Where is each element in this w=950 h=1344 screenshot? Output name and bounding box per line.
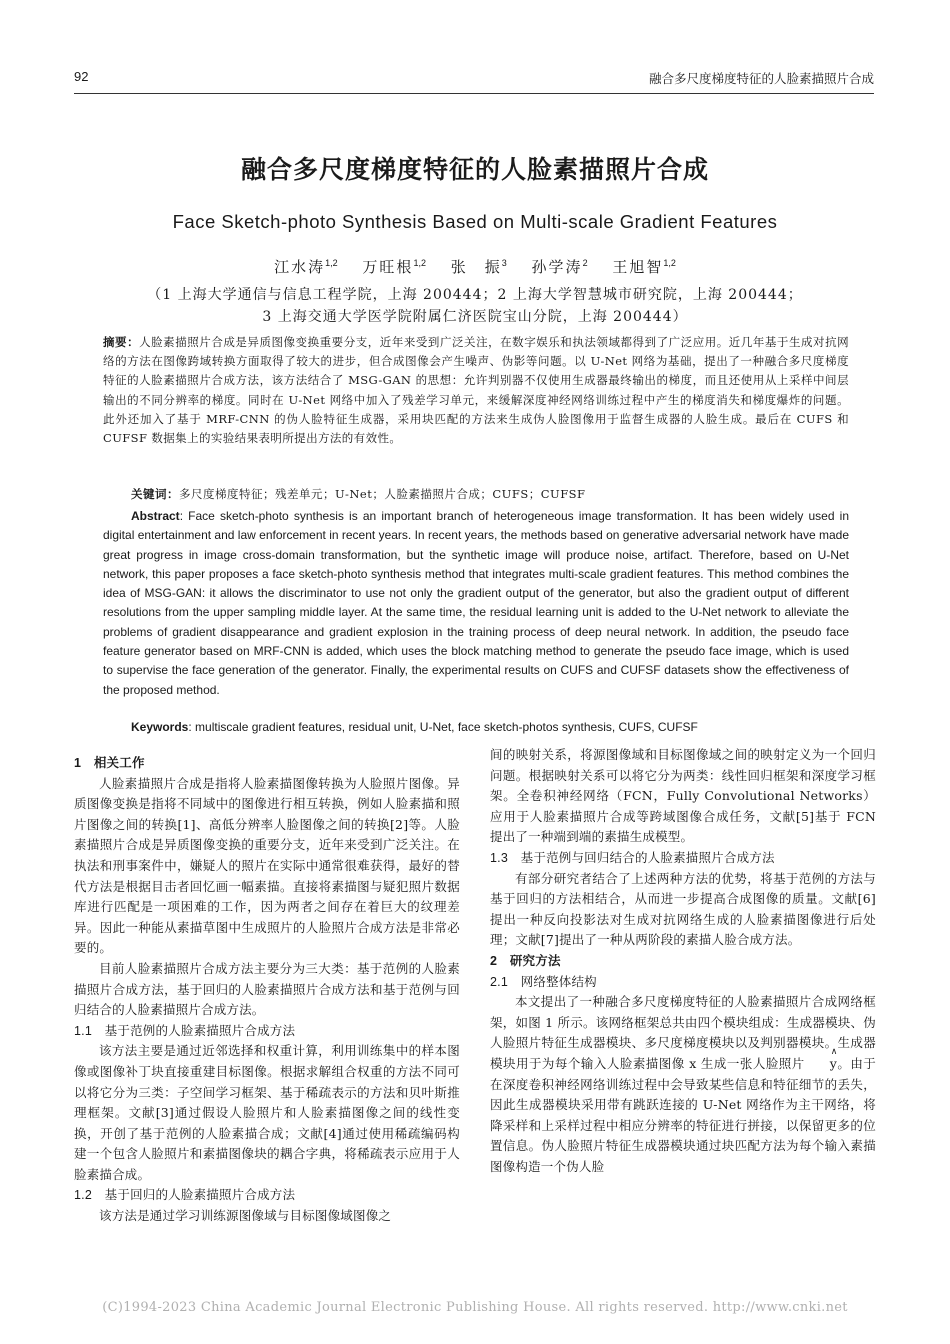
paper-title-zh: 融合多尺度梯度特征的人脸素描照片合成 xyxy=(240,155,709,184)
keywords-zh-label: 关键词： xyxy=(131,487,179,501)
section-heading: 2 研究方法 xyxy=(490,953,561,968)
keywords-zh-text: 多尺度梯度特征；残差单元；U-Net；人脸素描照片合成；CUFS；CUFSF xyxy=(179,487,586,501)
affiliation-line-1: （1 上海大学通信与信息工程学院，上海 200444；2 上海大学智慧城市研究院，上海 200444； xyxy=(147,287,803,303)
abstract-zh-label: 摘要： xyxy=(103,335,140,349)
paragraph: 该方法主要是通过近邻选择和权重计算，利用训练集中的样本图像或图像补丁块直接重建目标图像。根据求解组合权重的方法不同可以将它分为三类：子空间学习框架、基于稀疏表示的方法和贝叶斯推理框架。文献[3]通过假设人脸照片和人脸素描图像之间的线性变换，开创了基于范例的人脸素描合成；文献[4]通过使用稀疏编码构建一个包含人脸照片和素描图像块的耦合字典，将稀疏表示应用于人脸素描合成。 xyxy=(74,1043,460,1182)
author-list xyxy=(0,256,950,277)
author: 万旺根$^{1,2}$ xyxy=(362,258,426,276)
header-rule xyxy=(74,93,874,94)
copyright-footer: (C)1994-2023 China Academic Journal Electronic Publishing House. All rights reserved. http://www.cnki.net xyxy=(102,1300,848,1315)
author: 张 振$^3$ xyxy=(450,258,507,276)
keywords-en-text: : multiscale gradient features, residual unit, U-Net, face sketch-photos synthesis, CUFS, CUFSF xyxy=(188,720,698,734)
subsection-heading: 1.2 基于回归的人脸素描照片合成方法 xyxy=(74,1188,296,1203)
subsection-heading: 1.3 基于范例与回归结合的人脸素描照片合成方法 xyxy=(490,850,775,865)
author: 孙学涛$^2$ xyxy=(531,258,588,276)
paragraph: 间的映射关系，将源图像域和目标图像域之间的映射定义为一个回归问题。根据映射关系可以将它分为两类：线性回归框架和深度学习框架。全卷积神经网络（FCN，Fully Convolutional Networks）应用于人脸素描照片合成等跨域图像合成任务，文献[5]基于 FCN 提出了一种端到端的素描生成模型。 xyxy=(490,747,876,845)
page-number: 92 xyxy=(74,69,89,84)
body-column-left xyxy=(74,753,460,1227)
body-column-right xyxy=(490,745,876,1177)
paragraph: 本文提出了一种融合多尺度梯度特征的人脸素描照片合成网络框架，如图 1 所示。该网络框架总共由四个模块组成：生成器模块、伪人脸照片特征生成器模块、多尺度梯度模块以及判别器模块。生成器模块用于为每个输入人脸素描图像 x 生成一张人脸照片∧ y。由于在深度卷积神经网络训练过程中会导致某些信息和特征细节的丢失，因此生成器模块采用带有跳跃连接的 U-Net 网络作为主干网络，将降采样和上采样过程中相应分辨率的特征进行拼接，以保留更多的位置信息。伪人脸照片特征生成器模块通过块匹配方法为每个输入素描图像构造一个伪人脸 xyxy=(490,992,876,1177)
author: 王旭智$^{1,2}$ xyxy=(612,258,676,276)
keywords-zh xyxy=(131,486,586,502)
abstract-en-label: Abstract xyxy=(131,509,180,523)
section-heading: 1 相关工作 xyxy=(74,756,145,770)
author: 江水涛$^{1,2}$ xyxy=(274,258,338,276)
keywords-en xyxy=(131,720,698,734)
y-hat-symbol: ∧ y xyxy=(805,1054,837,1075)
paragraph: 人脸素描照片合成是指将人脸素描图像转换为人脸照片图像。异质图像变换是指将不同域中的图像进行相互转换，例如人脸素描和照片图像之间的转换[1]、高低分辨率人脸图像之间的转换[2]等。人脸素描照片合成是异质图像变换的重要分支，近年来受到广泛关注。在执法和刑事案件中，嫌疑人的照片在实际中通常很难获得，最好的替代方法是根据目击者回忆画一幅素描。直接将素描图与疑犯照片数据库进行匹配是一项困难的工作，因为两者之间存在着巨大的纹理差异。因此一种能从素描草图中生成照片的人脸照片合成方法是非常必要的。 xyxy=(74,775,460,956)
abstract-zh-text: 人脸素描照片合成是异质图像变换重要分支，近年来受到广泛关注，在数字娱乐和执法领域都得到了广泛应用。近几年基于生成对抗网络的方法在图像跨域转换方面取得了较大的进步，但合成图像会产生噪声、伪影等问题。以 U-Net 网络为基础，提出了一种融合多尺度梯度特征的人脸素描照片合成方法，该方法结合了 MSG-GAN 的思想：允许判别器不仅使用生成器最终输出的梯度，而且还使用从上采样中间层输出的不同分辨率的梯度。同时在 U-Net 网络中加入了残差学习单元，来缓解深度神经网络训练过程中产生的梯度消失和梯度爆炸的问题。此外还加入了基于 MRF-CNN 的伪人脸特征生成器，采用块匹配的方法来生成伪人脸图像用于监督生成器的人脸生成。最后在 CUFS 和 CUFSF 数据集上的实验结果表明所提出方法的有效性。 xyxy=(103,335,850,446)
subsection-heading: 1.1 基于范例的人脸素描照片合成方法 xyxy=(74,1023,296,1038)
abstract-zh xyxy=(103,333,849,448)
paragraph: 该方法是通过学习训练源图像域与目标图像域图像之 xyxy=(99,1208,392,1224)
paragraph: 目前人脸素描照片合成方法主要分为三大类：基于范例的人脸素描照片合成方法，基于回归的人脸素描照片合成方法和基于范例与回归结合的人脸素描照片合成方法。 xyxy=(74,960,460,1018)
running-title: 融合多尺度梯度特征的人脸素描照片合成 xyxy=(648,71,874,86)
abstract-en-text: : Face sketch-photo synthesis is an important branch of heterogeneous image transformation. It has been widely used in digital entertainment and law enforcement in recent years. In recent years, the methods based on generative adversarial network have made great progress in image cross-domain transformation, but the synthetic image will produce noise, artifact. Therefore, based on U-Net network, this paper proposes a face sketch-photo synthesis method that integrates multi-scale gradient features. This method combines the idea of MSG-GAN: it allows the discriminator to use not only the gradient output of the generator, but also the gradient output of different resolutions from the upper sampling middle layer. At the same time, the residual learning unit is added to the U-Net network to alleviate the problems of gradient disappearance and gradient explosion in the training process of deep neural network. In addition, the pseudo face feature generator based on MRF-CNN is added, which uses the block matching method to generate the pseudo face image, which is used to supervise the face generation of the generator. Finally, the experimental results on CUFS and CUFSF datasets show the effectiveness of the proposed method. xyxy=(103,509,849,697)
subsection-heading: 2.1 网络整体结构 xyxy=(490,974,597,989)
keywords-en-label: Keywords xyxy=(131,720,189,734)
abstract-en xyxy=(103,507,849,700)
affiliation-line-2: 3 上海交通大学医学院附属仁济医院宝山分院，上海 200444） xyxy=(262,309,688,325)
paper-title-en: Face Sketch-photo Synthesis Based on Multi-scale Gradient Features xyxy=(172,211,778,232)
paragraph: 有部分研究者结合了上述两种方法的优势，将基于范例的方法与基于回归的方法相结合，从而进一步提高合成图像的质量。文献[6]提出一种反向投影法对生成对抗网络生成的人脸素描图像进行后处理；文献[7]提出了一种从两阶段的素描人脸合成方法。 xyxy=(490,870,876,948)
